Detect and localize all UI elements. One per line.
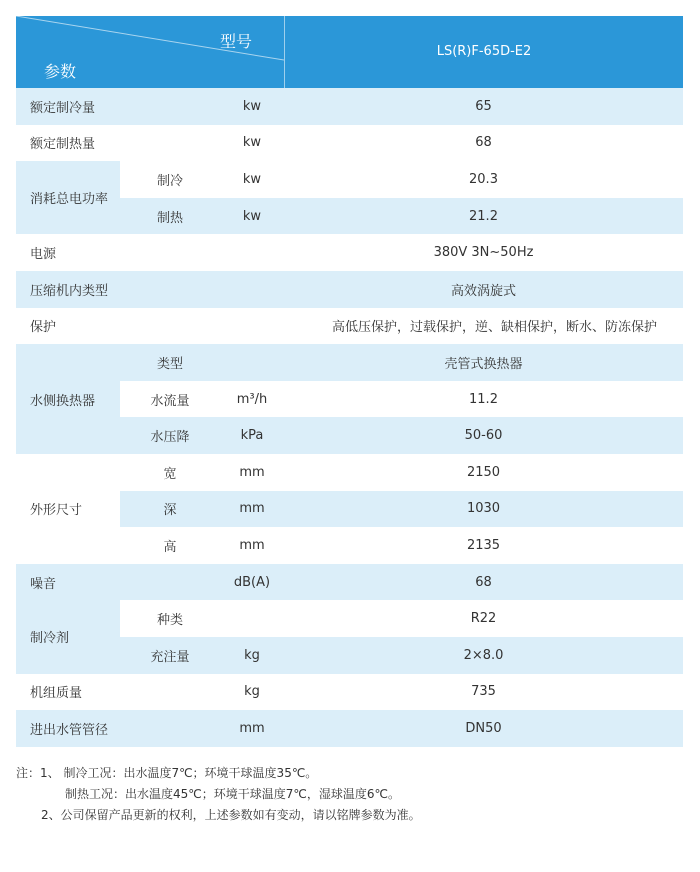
row-unit: kw: [242, 135, 262, 151]
note-line-2: 制热工况：出水温度45℃；环境干球温度7℃，湿球温度6℃。: [65, 787, 400, 801]
row-sub: 制冷: [156, 173, 183, 189]
row-value: 壳管式换热器: [444, 356, 523, 372]
table-row: [16, 564, 683, 601]
row-sub: 制热: [156, 210, 183, 226]
row-sub: 水流量: [150, 393, 190, 409]
table-row: [16, 234, 683, 271]
row-value: 2135: [466, 537, 501, 553]
row-value: R22: [470, 611, 497, 627]
row-value: 65: [475, 98, 492, 114]
row-unit: kPa: [240, 428, 264, 444]
row-value: 21.2: [469, 208, 498, 224]
model-value: LS(R)F-65D-E2: [436, 44, 532, 59]
row-name: 额定制冷量: [30, 100, 96, 116]
row-value: 735: [471, 684, 496, 700]
row-name: 机组质量: [30, 686, 83, 702]
row-unit: mm: [239, 501, 265, 517]
row-unit: mm: [239, 464, 265, 480]
row-value: 11.2: [469, 391, 498, 407]
table-row: [16, 308, 683, 345]
row-value: 20.3: [469, 171, 498, 187]
row-name: 压缩机内类型: [30, 283, 109, 299]
row-name: 噪音: [30, 576, 57, 592]
row-name: 进出水管管径: [30, 722, 109, 738]
row-sub: 类型: [156, 356, 183, 372]
group-label-power: 消耗总电功率: [16, 161, 120, 234]
row-unit: kg: [244, 684, 260, 700]
row-unit: kw: [242, 171, 262, 187]
row-value: 2150: [466, 464, 501, 480]
model-header-label: 型号: [220, 32, 253, 51]
group-label-water: 水侧换热器: [16, 344, 120, 454]
row-unit: mm: [239, 720, 265, 736]
row-unit: kw: [242, 98, 262, 114]
note-line-3: 2、公司保留产品更新的权利，上述参数如有变动，请以铭牌参数为准。: [41, 808, 421, 822]
param-header-label: 参数: [44, 62, 77, 81]
row-sub: 种类: [156, 613, 183, 629]
group-label-refrigerant: 制冷剂: [16, 600, 120, 673]
row-value: 380V 3N~50Hz: [433, 245, 534, 261]
table-row: [16, 271, 683, 308]
row-sub: 水压降: [150, 430, 190, 446]
table-row: [16, 125, 683, 162]
row-sub: 高: [163, 539, 177, 555]
row-unit: kw: [242, 208, 262, 224]
row-value: 1030: [466, 501, 501, 517]
row-sub: 充注量: [150, 649, 190, 665]
row-value: DN50: [465, 720, 502, 736]
table-row: [16, 674, 683, 711]
row-unit: kg: [244, 647, 260, 663]
row-sub: 宽: [163, 466, 177, 482]
row-value: 68: [475, 135, 492, 151]
footnotes: [16, 763, 421, 826]
note-line-1: 注：1、 制冷工况：出水温度7℃；环境干球温度35℃。: [16, 766, 318, 780]
row-value: 2×8.0: [463, 647, 504, 663]
row-value: 50-60: [464, 428, 503, 444]
table-row: [16, 710, 683, 747]
spec-table: [16, 16, 683, 738]
row-value: 高效涡旋式: [450, 283, 516, 299]
table-header: [16, 16, 683, 88]
row-name: 电源: [30, 247, 57, 263]
row-unit: mm: [239, 537, 265, 553]
row-value: 高低压保护，过载保护，逆、缺相保护，断水、防冻保护: [331, 320, 657, 336]
row-name: 额定制热量: [30, 137, 96, 153]
row-unit: m³/h: [236, 391, 268, 407]
row-unit: dB(A): [233, 574, 271, 590]
row-value: 68: [475, 574, 492, 590]
group-label-size: 外形尺寸: [16, 454, 120, 564]
row-name: 保护: [30, 320, 57, 336]
table-row: [16, 88, 683, 125]
row-sub: 深: [163, 503, 177, 519]
